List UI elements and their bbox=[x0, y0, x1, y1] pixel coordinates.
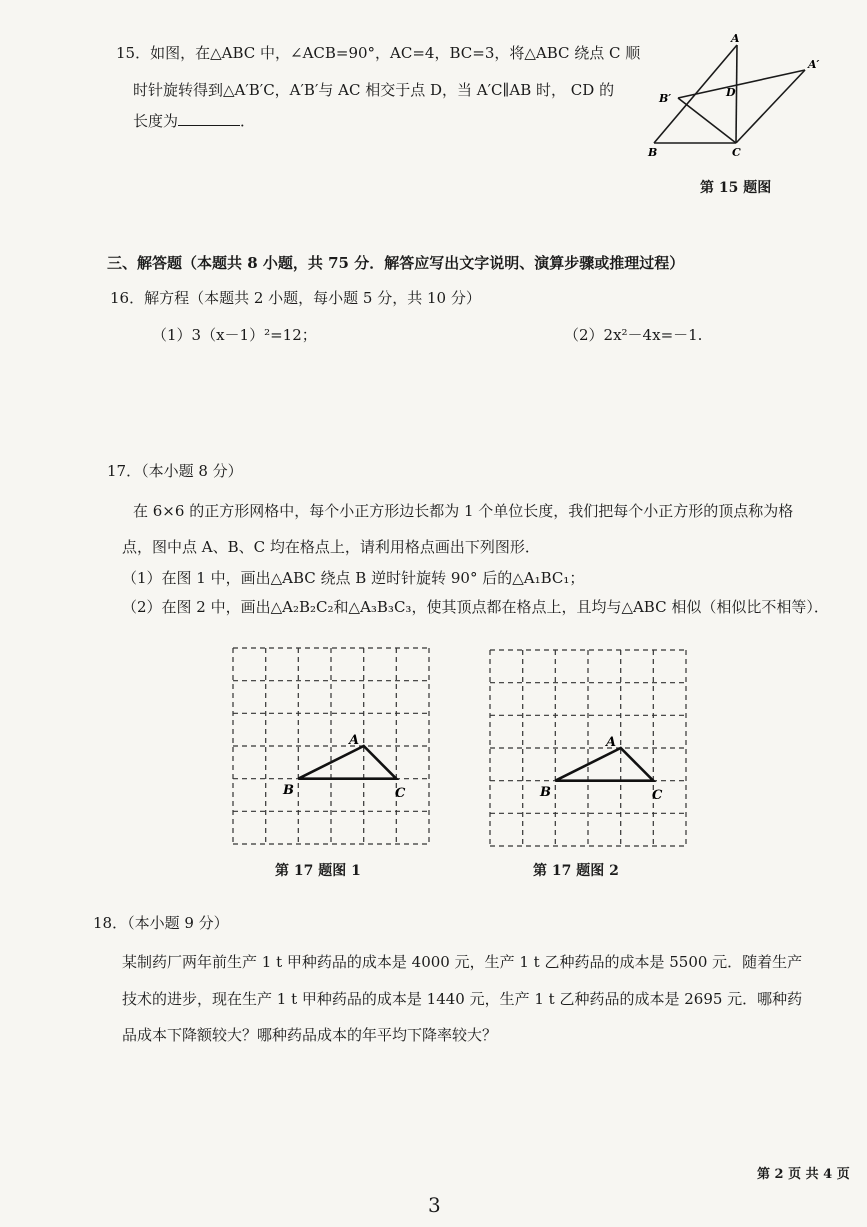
q17-item2: （2）在图 2 中，画出△A₂B₂C₂和△A₃B₃C₃，使其顶点都在格点上，且均与△ABC 相似（相似比不相等）． bbox=[122, 598, 829, 616]
q15-line3 bbox=[133, 110, 255, 131]
q15-label-c: C bbox=[732, 146, 741, 159]
q16-part2: （2）2x²－4x=－1. bbox=[564, 326, 703, 344]
q15-label-a-prime: A′ bbox=[808, 58, 820, 71]
q17-grid-figure-2[interactable] bbox=[482, 642, 692, 857]
q15-label-b-prime: B′ bbox=[659, 92, 672, 105]
q15-figure bbox=[640, 30, 830, 165]
q15-line1: 15．如图，在△ABC 中，∠ACB=90°，AC=4，BC=3，将△ABC 绕点 C 顺 bbox=[116, 44, 641, 62]
q17-paragraph-line1: 在 6×6 的正方形网格中，每个小正方形边长都为 1 个单位长度，我们把每个小正方形的顶点称为格 bbox=[133, 502, 794, 520]
q17-item1: （1）在图 1 中，画出△ABC 绕点 B 逆时针旋转 90° 后的△A₁BC₁； bbox=[122, 569, 585, 587]
q17-title: 17．（本小题 8 分） bbox=[107, 462, 243, 480]
q17-fig2-triangle-abc bbox=[555, 748, 653, 781]
q16-part1: （1）3（x－1）²=12； bbox=[152, 326, 317, 344]
q17-grid-figure-1[interactable] bbox=[225, 640, 435, 855]
page-info: 第 2 页 共 4 页 bbox=[757, 1167, 850, 1182]
q17-fig2-caption: 第 17 题图 2 bbox=[533, 863, 619, 879]
q15-line2: 时针旋转得到△A′B′C，A′B′与 AC 相交于点 D，当 A′C∥AB 时， CD 的 bbox=[133, 81, 615, 99]
q17-fig1-caption: 第 17 题图 1 bbox=[275, 863, 361, 879]
q17-fig2-label-a: A bbox=[606, 735, 617, 750]
q17-fig1-label-b: B bbox=[283, 783, 294, 798]
section3-heading: 三、解答题（本题共 8 小题，共 75 分．解答应写出文字说明、演算步骤或推理过程） bbox=[107, 254, 685, 272]
q17-fig1-label-a: A bbox=[349, 733, 360, 748]
q18-title: 18．（本小题 9 分） bbox=[93, 914, 229, 932]
q18-line3: 品成本下降额较大？哪种药品成本的年平均下降率较大？ bbox=[122, 1026, 498, 1044]
page-number: 3 bbox=[428, 1193, 441, 1217]
q15-figure-caption: 第 15 题图 bbox=[700, 180, 772, 196]
q15-label-a: A bbox=[731, 32, 740, 45]
q15-label-d: D bbox=[726, 86, 736, 99]
q17-paragraph-line2: 点，图中点 A、B、C 均在格点上，请利用格点画出下列图形． bbox=[122, 538, 540, 556]
q17-fig2-label-b: B bbox=[540, 785, 551, 800]
q17-fig1-label-c: C bbox=[395, 786, 406, 801]
q17-fig2-label-c: C bbox=[652, 788, 663, 803]
q15-answer-blank[interactable] bbox=[178, 111, 240, 126]
q18-line2: 技术的进步，现在生产 1 t 甲种药品的成本是 1440 元，生产 1 t 乙种药品的成本是 2695 元．哪种药 bbox=[122, 990, 803, 1008]
q16-title: 16．解方程（本题共 2 小题，每小题 5 分，共 10 分） bbox=[110, 289, 481, 307]
q15-answer-prompt: 长度为 bbox=[133, 112, 179, 130]
q17-fig1-triangle-abc bbox=[298, 746, 396, 779]
q15-label-b: B bbox=[648, 146, 658, 159]
q18-line1: 某制药厂两年前生产 1 t 甲种药品的成本是 4000 元，生产 1 t 乙种药品的成本是 5500 元．随着生产 bbox=[122, 953, 803, 971]
q15-line3-end: ． bbox=[240, 112, 256, 130]
